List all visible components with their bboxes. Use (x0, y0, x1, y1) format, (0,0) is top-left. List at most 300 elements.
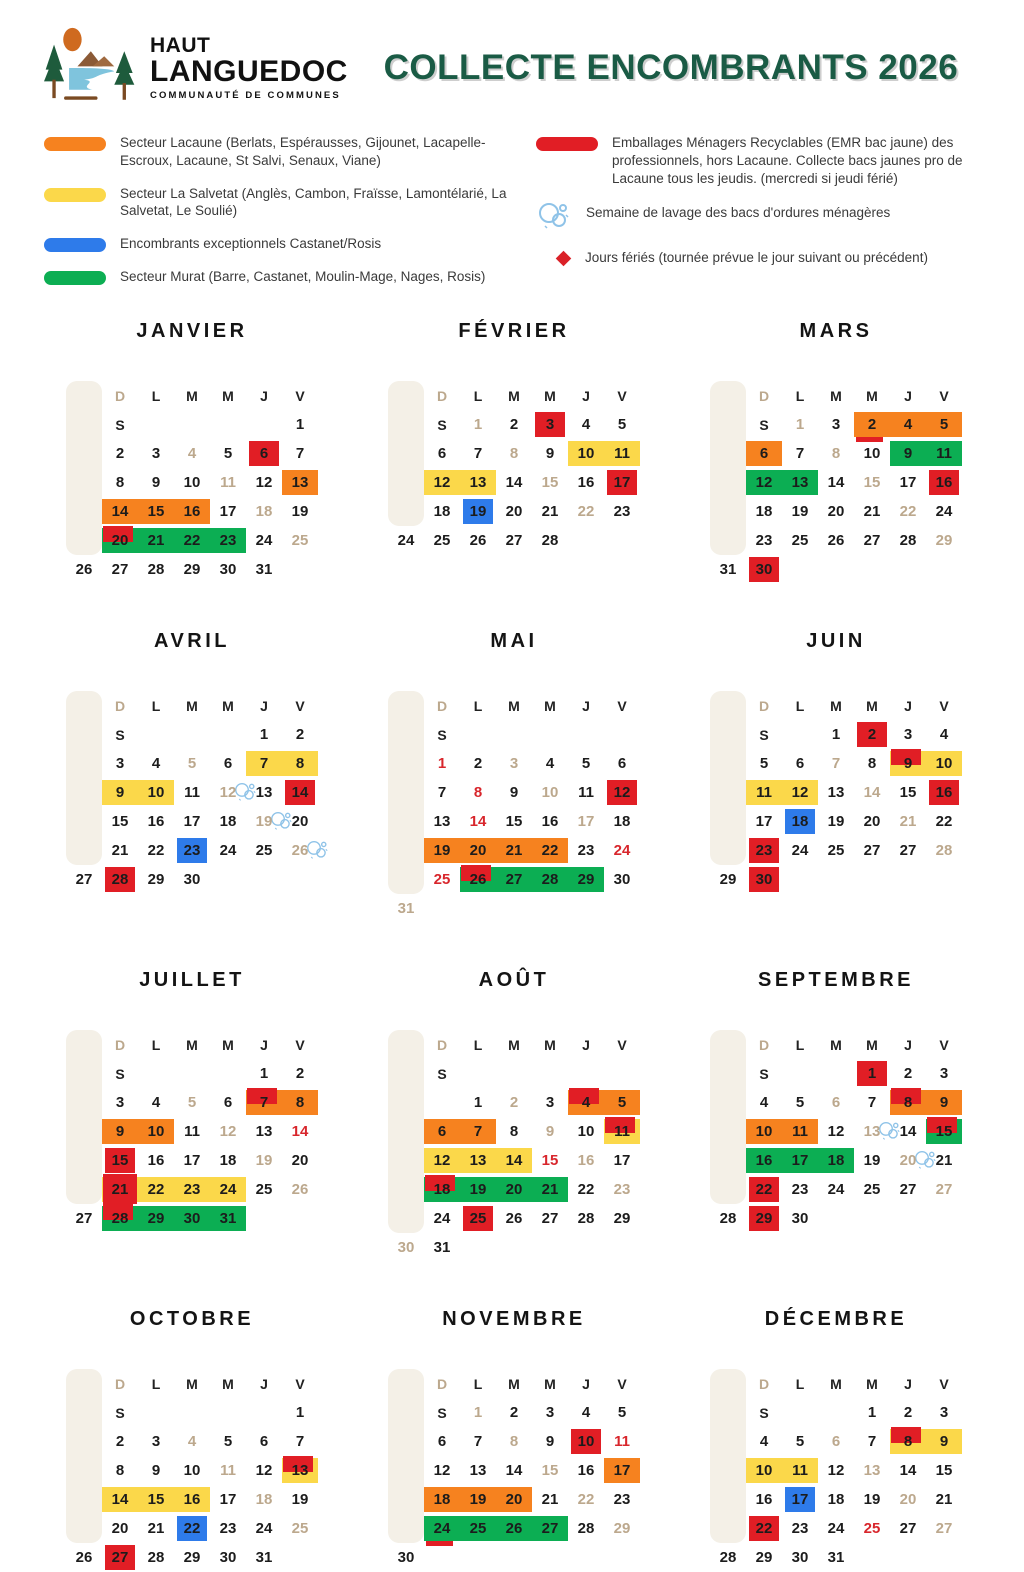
calendar-cell (854, 1514, 890, 1543)
day-number: 26 (505, 1519, 523, 1537)
calendar-cell (496, 1117, 532, 1146)
calendar-cell (890, 807, 926, 836)
calendar-cell (174, 468, 210, 497)
day-number: 1 (473, 415, 483, 433)
day-number: 1 (259, 725, 269, 743)
calendar-cell (926, 836, 962, 865)
calendar-cell (460, 526, 496, 555)
calendar-cell (532, 1233, 568, 1262)
calendar-cell (460, 1485, 496, 1514)
calendar-cell (818, 778, 854, 807)
calendar-cell (782, 555, 818, 584)
calendar-cell (746, 439, 782, 468)
day-number: 12 (791, 783, 809, 801)
day-number: 21 (147, 1519, 165, 1537)
day-number: 21 (541, 502, 559, 520)
day-header-j4: J (582, 387, 590, 404)
day-number: 23 (219, 1519, 237, 1537)
day-header-s6: S (759, 1404, 769, 1421)
day-number: 28 (577, 1209, 595, 1227)
day-number: 6 (831, 1093, 841, 1111)
day-number: 22 (183, 1519, 201, 1537)
calendar-cell (890, 836, 926, 865)
calendar-cell (460, 1059, 496, 1088)
day-number: 31 (219, 1209, 237, 1227)
calendar-cell (926, 1175, 962, 1204)
calendar-cell (568, 894, 604, 923)
calendar-cell (568, 865, 604, 894)
day-number: 29 (147, 1209, 165, 1227)
day-number: 13 (863, 1461, 881, 1479)
day-number: 15 (505, 812, 523, 830)
day-number: 24 (219, 841, 237, 859)
calendar-cell (568, 1117, 604, 1146)
day-number: 22 (183, 531, 201, 549)
day-number: 5 (939, 415, 949, 433)
day-number: 12 (613, 783, 631, 801)
day-number: 5 (617, 1403, 627, 1421)
day-header-s6: S (759, 416, 769, 433)
day-number: 27 (935, 1519, 953, 1537)
month-table (46, 1369, 338, 1572)
day-header-v5: V (939, 1375, 949, 1392)
day-number: 11 (220, 473, 236, 491)
day-number: 14 (291, 1122, 309, 1140)
calendar-cell (746, 778, 782, 807)
calendar-cell (246, 1146, 282, 1175)
calendar-cell (890, 1088, 926, 1117)
day-header-v5: V (617, 387, 627, 404)
day-number: 7 (295, 444, 305, 462)
month-avril (46, 630, 338, 923)
calendar-cell (424, 1485, 460, 1514)
day-number: 25 (863, 1180, 881, 1198)
day-number: 30 (397, 1548, 415, 1566)
day-number: 17 (791, 1490, 809, 1508)
calendar-cell (460, 865, 496, 894)
day-number: 19 (291, 1490, 309, 1508)
day-number: 7 (867, 1432, 877, 1450)
day-number: 19 (469, 502, 487, 520)
calendar-cell (246, 526, 282, 555)
day-number: 7 (295, 1432, 305, 1450)
day-header-m3: M (544, 697, 556, 714)
calendar-cell (890, 1485, 926, 1514)
day-number: 4 (151, 1093, 161, 1111)
day-number: 11 (578, 783, 594, 801)
day-number: 4 (545, 754, 555, 772)
day-number: 4 (187, 444, 197, 462)
calendar-cell (246, 1543, 282, 1572)
calendar-cell (424, 1233, 460, 1262)
day-header-m3: M (866, 387, 878, 404)
calendar-cell (710, 1204, 746, 1233)
calendar-cell (890, 778, 926, 807)
day-number: 29 (183, 560, 201, 578)
day-number: 11 (792, 1461, 808, 1479)
day-number: 6 (759, 444, 769, 462)
calendar-cell (174, 1175, 210, 1204)
month-table (46, 1030, 338, 1233)
day-header-l1: L (473, 387, 483, 404)
day-number: 21 (147, 531, 165, 549)
calendar-cell (818, 1427, 854, 1456)
calendar-cell (604, 1514, 640, 1543)
day-number: 24 (433, 1519, 451, 1537)
day-number: 1 (867, 1064, 877, 1082)
day-number: 3 (831, 415, 841, 433)
day-number: 22 (935, 812, 953, 830)
day-number: 20 (899, 1490, 917, 1508)
day-number: 27 (899, 1180, 917, 1198)
day-number: 16 (147, 1151, 165, 1169)
day-number: 10 (183, 473, 201, 491)
calendar-cell (246, 439, 282, 468)
calendar-cell (424, 894, 460, 923)
calendar-cell (532, 1088, 568, 1117)
day-number: 5 (759, 754, 769, 772)
day-number: 15 (147, 1490, 165, 1508)
calendar-cell (424, 1514, 460, 1543)
day-header-dimanche: D (758, 1375, 770, 1392)
day-header-j4: J (582, 1375, 590, 1392)
day-number: 14 (469, 812, 487, 830)
day-number: 1 (259, 1064, 269, 1082)
day-number: 21 (935, 1151, 953, 1169)
calendar-cell (138, 749, 174, 778)
calendar-cell (782, 836, 818, 865)
calendar-cell (890, 468, 926, 497)
calendar-cell (460, 720, 496, 749)
calendar-cell (246, 807, 282, 836)
day-number: 17 (613, 1461, 631, 1479)
calendar-cell (424, 749, 460, 778)
calendar-cell (746, 468, 782, 497)
calendar-cell (460, 410, 496, 439)
calendar-cell (604, 410, 640, 439)
day-number: 14 (863, 783, 881, 801)
day-number: 4 (581, 415, 591, 433)
day-header-v5: V (939, 697, 949, 714)
day-number: 24 (433, 1209, 451, 1227)
day-number: 22 (147, 1180, 165, 1198)
calendar-cell (532, 720, 568, 749)
month-mars (690, 320, 982, 584)
day-number: 7 (259, 1093, 269, 1111)
calendar-cell (282, 439, 318, 468)
day-number: 16 (147, 812, 165, 830)
calendar-cell (532, 526, 568, 555)
calendar-cell (424, 1088, 460, 1117)
calendar-cell (102, 468, 138, 497)
calendar-cell (926, 468, 962, 497)
day-number: 24 (827, 1519, 845, 1537)
calendar-cell (854, 1427, 890, 1456)
calendar-cell (926, 526, 962, 555)
day-header-m2: M (508, 697, 520, 714)
day-number: 16 (577, 1461, 595, 1479)
day-header-s6: S (115, 416, 125, 433)
calendar-cell (782, 1543, 818, 1572)
day-number: 9 (115, 1122, 125, 1140)
day-number: 18 (827, 1490, 845, 1508)
calendar-cell (282, 468, 318, 497)
day-header-m3: M (866, 1375, 878, 1392)
calendar-cell (210, 1514, 246, 1543)
calendar-cell (854, 865, 890, 894)
day-number: 26 (469, 870, 487, 888)
calendar-cell (746, 1117, 782, 1146)
day-header-m3: M (866, 1036, 878, 1053)
day-number: 14 (505, 1151, 523, 1169)
calendar-cell (282, 1485, 318, 1514)
day-header-m2: M (830, 1375, 842, 1392)
day-number: 8 (509, 1122, 519, 1140)
calendar-cell (174, 1088, 210, 1117)
day-number: 17 (577, 812, 595, 830)
day-number: 9 (903, 444, 913, 462)
calendar-cell (424, 1427, 460, 1456)
calendar-cell (424, 865, 460, 894)
day-number: 5 (617, 415, 627, 433)
month-table (690, 381, 982, 584)
calendar-cell (174, 410, 210, 439)
day-number: 21 (863, 502, 881, 520)
calendar-cell (460, 807, 496, 836)
legend-right (536, 134, 984, 286)
day-number: 28 (899, 531, 917, 549)
day-number: 19 (863, 1151, 881, 1169)
calendar-cell (138, 778, 174, 807)
calendar-cell (782, 1175, 818, 1204)
day-number: 25 (433, 531, 451, 549)
calendar-cell (890, 749, 926, 778)
day-number: 15 (111, 812, 129, 830)
day-number: 16 (755, 1151, 773, 1169)
day-number: 5 (187, 754, 197, 772)
day-number: 28 (541, 870, 559, 888)
day-number: 18 (433, 1490, 451, 1508)
day-number: 6 (223, 1093, 233, 1111)
calendar-cell (460, 749, 496, 778)
day-header-m2: M (186, 1375, 198, 1392)
day-number: 4 (759, 1432, 769, 1450)
calendar-cell (66, 1543, 102, 1572)
day-header-dimanche: D (758, 387, 770, 404)
calendar-cell (854, 497, 890, 526)
day-header-l1: L (473, 1375, 483, 1392)
sunday-column-strip (66, 691, 102, 865)
calendar-cell (854, 468, 890, 497)
day-header-l1: L (151, 1375, 161, 1392)
calendar-cell (604, 1117, 640, 1146)
day-number: 20 (505, 1490, 523, 1508)
calendar-cell (246, 1059, 282, 1088)
day-number: 25 (791, 531, 809, 549)
day-number: 26 (291, 1180, 309, 1198)
day-header-m3: M (544, 1375, 556, 1392)
calendar-cell (746, 1204, 782, 1233)
calendar-cell (246, 1427, 282, 1456)
red-pill (536, 137, 598, 151)
day-header-dimanche: D (758, 1036, 770, 1053)
calendar-cell (782, 1146, 818, 1175)
day-number: 30 (397, 1238, 415, 1256)
day-number: 8 (509, 1432, 519, 1450)
day-number: 19 (863, 1490, 881, 1508)
day-number: 13 (827, 783, 845, 801)
calendar-cell (246, 749, 282, 778)
legend-label: Secteur La Salvetat (Anglès, Cambon, Fraïsse, Lamontélarié, La Salvetat, Le Soulié) (120, 185, 507, 219)
day-header-v5: V (617, 1036, 627, 1053)
month-table (690, 691, 982, 894)
day-number: 6 (437, 1432, 447, 1450)
day-number: 12 (255, 1461, 273, 1479)
calendar-cell (818, 1456, 854, 1485)
day-header-v5: V (617, 1375, 627, 1392)
calendar-cell (138, 1456, 174, 1485)
day-header-dimanche: D (436, 1036, 448, 1053)
day-header-s6: S (759, 1065, 769, 1082)
day-number: 10 (577, 1432, 595, 1450)
day-number: 24 (791, 841, 809, 859)
calendar-cell (926, 778, 962, 807)
day-number: 28 (111, 1209, 129, 1227)
day-header-j4: J (260, 387, 268, 404)
day-number: 6 (437, 1122, 447, 1140)
day-number: 5 (223, 1432, 233, 1450)
calendar-cell (460, 778, 496, 807)
calendar-cell (102, 749, 138, 778)
day-number: 31 (719, 560, 737, 578)
day-header-v5: V (295, 387, 305, 404)
calendar-cell (282, 1398, 318, 1427)
day-number: 20 (505, 502, 523, 520)
day-number: 2 (295, 1064, 305, 1082)
day-number: 17 (219, 1490, 237, 1508)
day-number: 16 (183, 502, 201, 520)
day-number: 8 (295, 1093, 305, 1111)
day-number: 13 (433, 812, 451, 830)
calendar-cell (604, 1398, 640, 1427)
calendar-cell (138, 555, 174, 584)
day-number: 11 (756, 783, 772, 801)
day-number: 1 (473, 1403, 483, 1421)
day-number: 8 (473, 783, 483, 801)
calendar-cell (568, 1398, 604, 1427)
calendar-cell (818, 1204, 854, 1233)
day-number: 27 (505, 531, 523, 549)
calendar-cell (210, 778, 246, 807)
calendar-cell (174, 807, 210, 836)
calendar-cell (532, 778, 568, 807)
calendar-cell (424, 778, 460, 807)
calendar-cell (568, 439, 604, 468)
calendar-cell (568, 1175, 604, 1204)
day-number: 25 (291, 1519, 309, 1537)
calendar-cell (210, 1485, 246, 1514)
calendar-cell (926, 749, 962, 778)
calendar-cell (210, 410, 246, 439)
day-number: 8 (903, 1093, 913, 1111)
calendar-cell (246, 555, 282, 584)
day-number: 2 (509, 415, 519, 433)
day-number: 18 (827, 1151, 845, 1169)
legend-item (536, 204, 984, 232)
day-number: 2 (903, 1403, 913, 1421)
org-line1: HAUT (150, 33, 211, 57)
calendar-cell (568, 720, 604, 749)
day-number: 20 (111, 1519, 129, 1537)
sunday-column-strip (388, 1030, 424, 1233)
day-number: 16 (935, 473, 953, 491)
month-juin (690, 630, 982, 923)
calendar-cell (496, 497, 532, 526)
calendar-cell (210, 497, 246, 526)
calendar-cell (388, 526, 424, 555)
day-number: 4 (939, 725, 949, 743)
calendar-cell (890, 720, 926, 749)
calendar-cell (890, 439, 926, 468)
day-number: 19 (469, 1490, 487, 1508)
month-mai (368, 630, 660, 923)
calendar-cell (210, 749, 246, 778)
day-header-l1: L (795, 1375, 805, 1392)
month-juillet (46, 969, 338, 1262)
day-number: 8 (115, 1461, 125, 1479)
day-number: 13 (255, 1122, 273, 1140)
calendar-cell (102, 497, 138, 526)
calendar-cell (424, 1146, 460, 1175)
day-number: 13 (469, 1151, 487, 1169)
day-number: 31 (433, 1238, 451, 1256)
calendar-cell (926, 439, 962, 468)
day-header-v5: V (617, 697, 627, 714)
calendar-cell (246, 1175, 282, 1204)
logo (44, 26, 348, 110)
calendar-cell (424, 439, 460, 468)
calendar-cell (532, 1059, 568, 1088)
calendar-cell (568, 1233, 604, 1262)
day-number: 3 (151, 444, 161, 462)
day-number: 11 (614, 444, 630, 462)
day-number: 24 (397, 531, 415, 549)
day-header-j4: J (260, 1375, 268, 1392)
calendar-cell (746, 836, 782, 865)
calendar-cell (174, 865, 210, 894)
calendar-cell (102, 807, 138, 836)
month-table (368, 691, 660, 923)
day-number: 17 (899, 473, 917, 491)
day-number: 28 (111, 870, 129, 888)
calendar-cell (854, 749, 890, 778)
day-header-v5: V (295, 1375, 305, 1392)
calendar-cell (818, 1514, 854, 1543)
day-number: 20 (863, 812, 881, 830)
calendar-cell (138, 1514, 174, 1543)
calendar-cell (532, 439, 568, 468)
calendar-cell (174, 1398, 210, 1427)
day-header-l1: L (795, 387, 805, 404)
day-number: 7 (473, 1432, 483, 1450)
calendar-cell (890, 1398, 926, 1427)
day-number: 23 (219, 531, 237, 549)
calendar-cell (746, 555, 782, 584)
day-number: 3 (939, 1403, 949, 1421)
day-number: 3 (115, 754, 125, 772)
day-number: 2 (115, 444, 125, 462)
calendar-cell (782, 497, 818, 526)
